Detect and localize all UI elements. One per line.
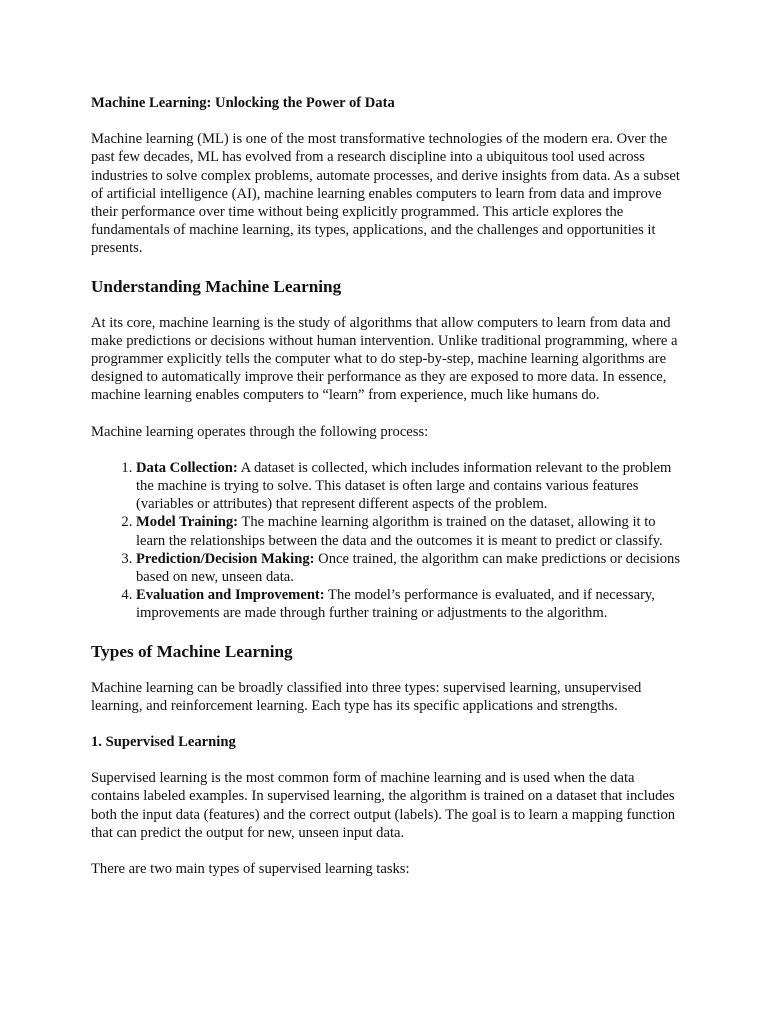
step-term: Prediction/Decision Making: [136,550,315,567]
section-heading-types: Types of Machine Learning [91,641,293,661]
supervised-paragraph: Supervised learning is the most common form of machine learning and is used when the data contains labeled examples. In supervised learning, the algorithm is trained on a dataset that includes both the input data (features) and the correct output (labels). The goal is to learn a mapping function that can predict the output for new, unseen input data. [91,770,676,841]
step-text: The machine learning algorithm is trained on the dataset, allowing it to learn the relationships between the data and the outcomes it is meant to predict or classify. [136,514,663,549]
process-steps-list [91,459,681,623]
list-item [136,550,681,586]
types-paragraph: Machine learning can be broadly classified into three types: supervised learning, unsupervised learning, and reinforcement learning. Each type has its specific applications and strengths. [91,679,642,714]
document-page [91,94,681,896]
step-term: Evaluation and Improvement: [136,587,325,604]
step-term: Data Collection: [136,459,238,476]
understanding-paragraph: At its core, machine learning is the study of algorithms that allow computers to learn from data and make predictions or decisions without human intervention. Unlike traditional programming, where a programmer explicitly tells the computer what to do step-by-step, machine learning algorithms are designed to automatically improve their performance as they are exposed to more data. In essence, machine learning enables computers to “learn” from experience, much like humans do. [91,314,678,404]
process-intro-paragraph: Machine learning operates through the following process: [91,423,429,440]
supervised-tasks-paragraph: There are two main types of supervised learning tasks: [91,861,410,878]
list-item [136,459,681,514]
subsection-heading-supervised: 1. Supervised Learning [91,734,236,751]
list-item [136,513,681,549]
step-text: A dataset is collected, which includes information relevant to the problem the machine is trying to solve. This dataset is often large and contains various features (variables or attributes) that represent different aspects of the problem. [136,459,672,513]
step-text: Once trained, the algorithm can make predictions or decisions based on new, unseen data. [136,550,681,586]
intro-paragraph: Machine learning (ML) is one of the most transformative technologies of the modern era. Over the past few decades, ML has evolved from a research discipline into a ubiquitous tool used across industries to solve complex problems, automate processes, and derive insights from data. As a subset of artificial intelligence (AI), machine learning enables computers to learn from data and improve their performance over time without being explicitly programmed. This article explores the fundamentals of machine learning, its types, applications, and the challenges and opportunities it presents. [91,131,680,257]
section-heading-understanding: Understanding Machine Learning [91,276,342,296]
document-title: Machine Learning: Unlocking the Power of Data [91,95,395,111]
step-text: The model’s performance is evaluated, and if necessary, improvements are made through further training or adjustments to the algorithm. [136,587,655,622]
list-item [136,586,681,622]
step-term: Model Training: [136,514,239,531]
